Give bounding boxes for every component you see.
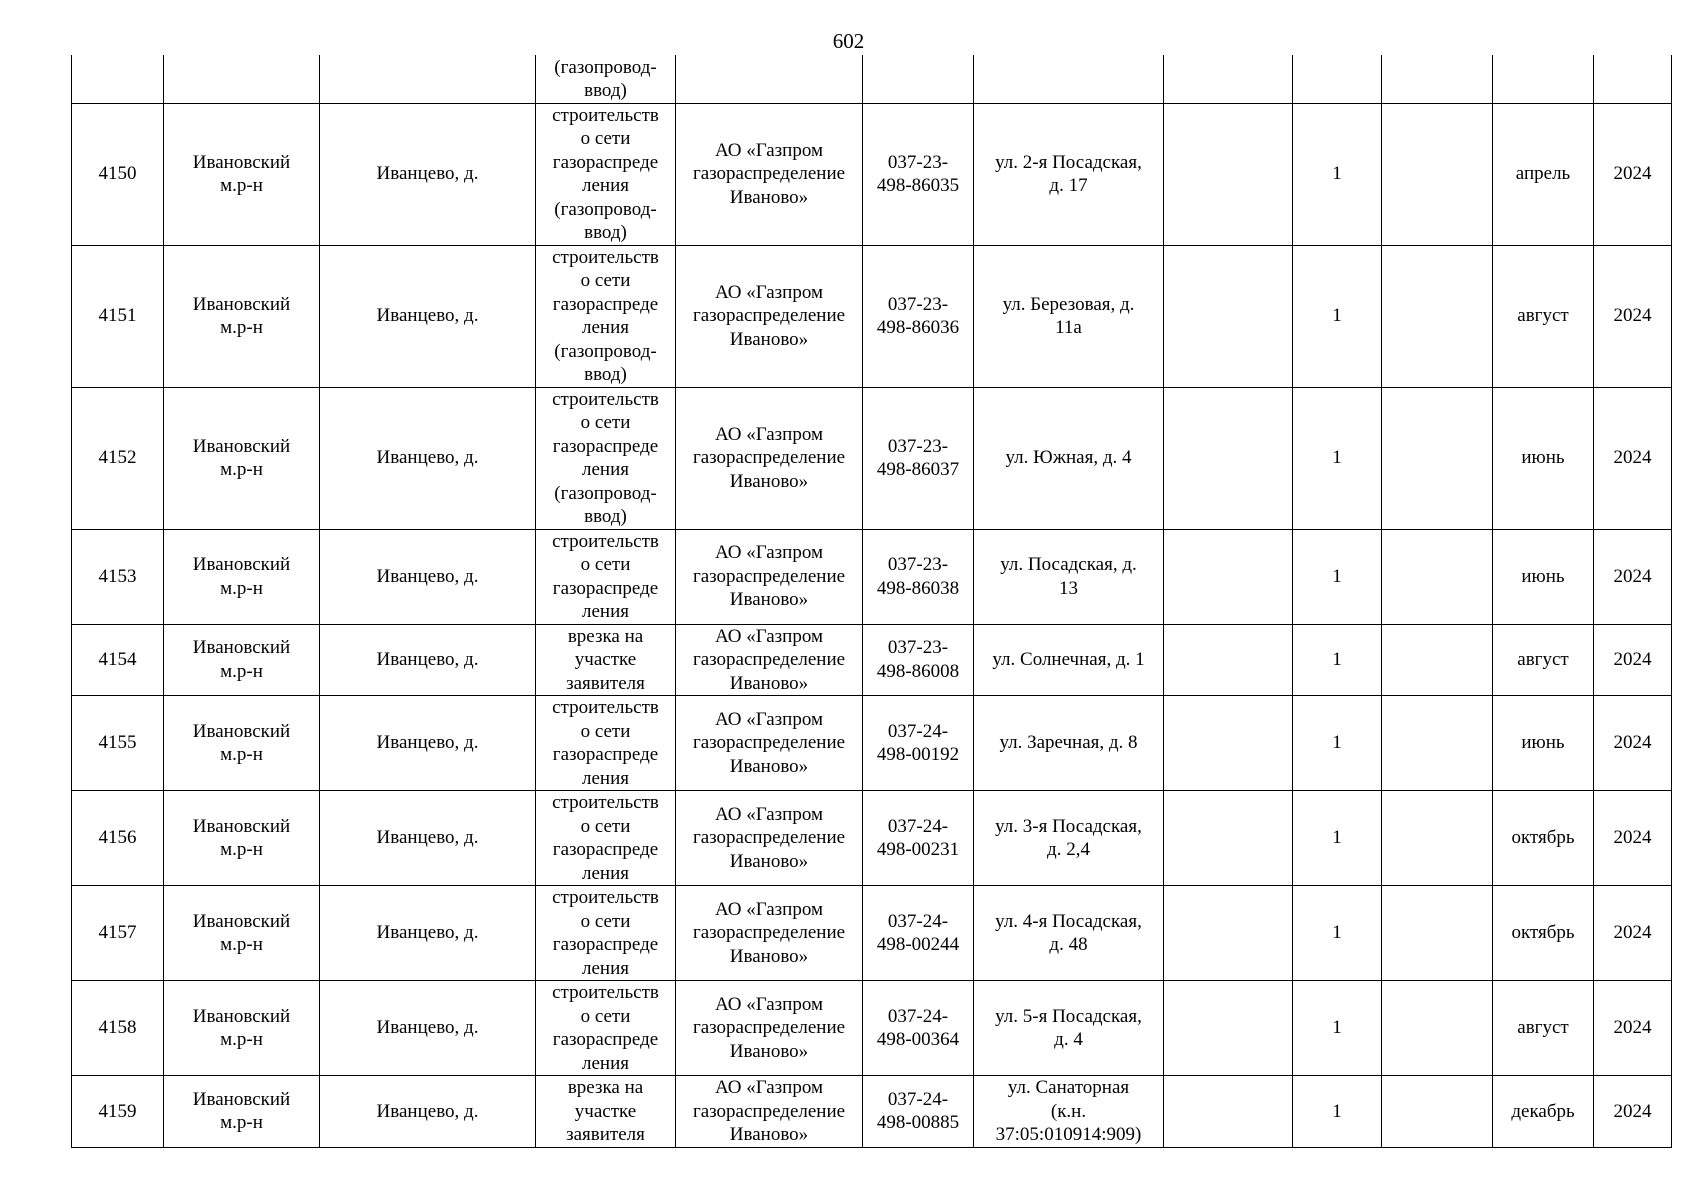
cell-app-number <box>863 387 974 529</box>
cell-locality-text: Иванцево, д. <box>376 1100 479 1122</box>
cell-district <box>164 387 320 529</box>
cell-district-text: Ивановский м.р-н <box>192 554 291 599</box>
cell-district-text: Ивановский м.р-н <box>192 637 291 682</box>
cell-locality <box>320 696 536 791</box>
cell-work-type <box>536 791 676 886</box>
cell-app-number-text: 037-23- 498-86037 <box>876 435 960 480</box>
cell-year-text: 2024 <box>1613 163 1652 185</box>
cell-organization <box>676 245 863 387</box>
cell-year <box>1594 387 1672 529</box>
cell-count-text: 1 <box>1332 565 1342 587</box>
cell-organization-text: АО «Газпром газораспределение Иваново» <box>692 625 846 694</box>
cell-work-type-text: строительств о сети газораспреде ления <box>552 697 659 789</box>
cell-app-number <box>863 981 974 1076</box>
cell-year <box>1594 103 1672 245</box>
cell-work-type <box>536 981 676 1076</box>
cell-num <box>72 103 164 245</box>
cell-district-text: Ивановский м.р-н <box>192 910 291 955</box>
cell-organization-text: АО «Газпром газораспределение Иваново» <box>692 993 846 1062</box>
cell-col10 <box>1382 245 1493 387</box>
cell-col10 <box>1382 791 1493 886</box>
cell-district-text: Ивановский м.р-н <box>192 1005 291 1050</box>
cell-district <box>164 529 320 624</box>
cell-work-type <box>536 245 676 387</box>
cell-col8 <box>1164 529 1293 624</box>
cell-col10 <box>1382 55 1493 103</box>
cell-col10 <box>1382 624 1493 696</box>
register-table <box>71 55 1672 1148</box>
cell-month <box>1493 624 1594 696</box>
table-body <box>72 55 1672 1147</box>
cell-num <box>72 245 164 387</box>
cell-count <box>1293 103 1382 245</box>
continuation-row <box>72 55 1672 103</box>
cell-count <box>1293 529 1382 624</box>
cell-col8 <box>1164 245 1293 387</box>
cell-year-text: 2024 <box>1613 447 1652 469</box>
cell-address <box>974 387 1164 529</box>
cell-app-number <box>863 624 974 696</box>
cell-num-text: 4153 <box>98 565 137 587</box>
cell-count-text: 1 <box>1332 649 1342 670</box>
cell-organization <box>676 55 863 103</box>
cell-col8 <box>1164 387 1293 529</box>
cell-app-number <box>863 696 974 791</box>
cell-locality <box>320 55 536 103</box>
cell-year <box>1594 529 1672 624</box>
cell-locality-text: Иванцево, д. <box>376 447 479 469</box>
cell-organization <box>676 624 863 696</box>
cell-organization-text: АО «Газпром газораспределение Иваново» <box>692 1077 846 1145</box>
table-row <box>72 1076 1672 1148</box>
cell-work-type <box>536 1076 676 1148</box>
cell-work-type <box>536 886 676 981</box>
cell-month-text: апрель <box>1515 163 1571 185</box>
cell-num-text: 4159 <box>98 1100 137 1122</box>
cell-district <box>164 791 320 886</box>
cell-locality-text: Иванцево, д. <box>376 649 479 670</box>
cell-year-text: 2024 <box>1613 649 1652 670</box>
cell-organization <box>676 696 863 791</box>
cell-month-text: октябрь <box>1511 827 1575 849</box>
cell-year-text: 2024 <box>1613 922 1652 944</box>
cell-month-text: август <box>1517 1017 1569 1039</box>
table-row <box>72 387 1672 529</box>
cell-year-text: 2024 <box>1613 1017 1652 1039</box>
cell-locality-text: Иванцево, д. <box>376 565 479 587</box>
cell-col10 <box>1382 529 1493 624</box>
cell-work-type-text: врезка на участке заявителя <box>566 1077 645 1145</box>
cell-work-type-text: строительств о сети газораспреде ления <box>552 792 659 884</box>
cell-organization-text: АО «Газпром газораспределение Иваново» <box>692 803 846 872</box>
cell-year-text: 2024 <box>1613 827 1652 849</box>
cell-num-text: 4155 <box>98 732 137 754</box>
cell-num <box>72 981 164 1076</box>
cell-month-text: июнь <box>1521 565 1565 587</box>
cell-year <box>1594 696 1672 791</box>
cell-address <box>974 624 1164 696</box>
cell-col8 <box>1164 886 1293 981</box>
cell-locality <box>320 245 536 387</box>
cell-year <box>1594 245 1672 387</box>
cell-app-number-text: 037-23- 498-86036 <box>876 293 960 338</box>
cell-work-type-text: строительств о сети газораспреде ления (газопровод- ввод) <box>552 246 659 385</box>
cell-address <box>974 981 1164 1076</box>
cell-organization-text: АО «Газпром газораспределение Иваново» <box>692 542 846 611</box>
cell-col10 <box>1382 387 1493 529</box>
cell-num <box>72 624 164 696</box>
cell-count <box>1293 245 1382 387</box>
cell-work-type <box>536 387 676 529</box>
cell-address <box>974 1076 1164 1148</box>
cell-col8 <box>1164 791 1293 886</box>
cell-address-text: ул. Березовая, д. 11а <box>1002 293 1135 338</box>
table-row <box>72 529 1672 624</box>
cell-district-text: Ивановский м.р-н <box>192 435 291 480</box>
cell-count <box>1293 624 1382 696</box>
cell-work-type-text: врезка на участке заявителя <box>566 625 645 694</box>
cell-month <box>1493 696 1594 791</box>
cell-work-type <box>536 55 676 103</box>
cell-num-text: 4150 <box>98 163 137 185</box>
table-row <box>72 624 1672 696</box>
cell-num-text: 4152 <box>98 447 137 469</box>
cell-address-text: ул. 2-я Посадская, д. 17 <box>995 151 1142 196</box>
cell-address-text: ул. Южная, д. 4 <box>1005 447 1132 469</box>
cell-district <box>164 245 320 387</box>
cell-locality-text: Иванцево, д. <box>376 1017 479 1039</box>
cell-count <box>1293 791 1382 886</box>
cell-organization-text: АО «Газпром газораспределение Иваново» <box>692 423 846 492</box>
cell-locality-text: Иванцево, д. <box>376 922 479 944</box>
cell-month <box>1493 1076 1594 1148</box>
cell-month <box>1493 529 1594 624</box>
cell-month <box>1493 791 1594 886</box>
cell-num <box>72 696 164 791</box>
cell-organization <box>676 103 863 245</box>
cell-year <box>1594 1076 1672 1148</box>
cell-year <box>1594 55 1672 103</box>
cell-count-text: 1 <box>1332 1017 1342 1039</box>
cell-count <box>1293 55 1382 103</box>
cell-work-type-text: строительств о сети газораспреде ления <box>552 982 659 1074</box>
cell-month-text: июнь <box>1521 447 1565 469</box>
cell-address-text: ул. 4-я Посадская, д. 48 <box>995 910 1142 955</box>
cell-organization-text: АО «Газпром газораспределение Иваново» <box>692 139 846 208</box>
cell-district <box>164 1076 320 1148</box>
cell-address <box>974 529 1164 624</box>
cell-organization <box>676 981 863 1076</box>
cell-num <box>72 529 164 624</box>
cell-address-text: ул. Солнечная, д. 1 <box>992 649 1145 670</box>
cell-work-type-text: строительств о сети газораспреде ления <box>552 887 659 979</box>
cell-address-text: ул. Санаторная (к.н. 37:05:010914:909) <box>995 1077 1142 1145</box>
cell-organization <box>676 387 863 529</box>
cell-address <box>974 791 1164 886</box>
cell-count-text: 1 <box>1332 827 1342 849</box>
cell-num-text: 4157 <box>98 922 137 944</box>
cell-num <box>72 55 164 103</box>
table-row <box>72 981 1672 1076</box>
cell-app-number <box>863 103 974 245</box>
cell-organization <box>676 529 863 624</box>
cell-col8 <box>1164 981 1293 1076</box>
cell-year <box>1594 886 1672 981</box>
cell-locality-text: Иванцево, д. <box>376 827 479 849</box>
page-number: 602 <box>832 29 865 53</box>
cell-col10 <box>1382 1076 1493 1148</box>
cell-count <box>1293 886 1382 981</box>
cell-app-number <box>863 886 974 981</box>
cell-organization-text: АО «Газпром газораспределение Иваново» <box>692 898 846 967</box>
cell-year <box>1594 791 1672 886</box>
cell-address <box>974 55 1164 103</box>
cell-district-text: Ивановский м.р-н <box>192 720 291 765</box>
cell-num-text: 4156 <box>98 827 137 849</box>
cell-col8 <box>1164 1076 1293 1148</box>
table-row <box>72 791 1672 886</box>
cell-app-number <box>863 1076 974 1148</box>
cell-month <box>1493 245 1594 387</box>
cell-count-text: 1 <box>1332 305 1342 327</box>
cell-app-number <box>863 791 974 886</box>
cell-district <box>164 103 320 245</box>
cell-locality <box>320 624 536 696</box>
cell-locality <box>320 1076 536 1148</box>
cell-district-text: Ивановский м.р-н <box>192 151 291 196</box>
cell-organization <box>676 791 863 886</box>
cell-locality-text: Иванцево, д. <box>376 732 479 754</box>
cell-work-type-text: строительств о сети газораспреде ления (газопровод- ввод) <box>552 104 659 243</box>
cell-district <box>164 55 320 103</box>
cell-year <box>1594 981 1672 1076</box>
cell-col10 <box>1382 981 1493 1076</box>
cell-address <box>974 696 1164 791</box>
cell-locality <box>320 103 536 245</box>
cell-month-text: август <box>1517 305 1569 327</box>
cell-num <box>72 886 164 981</box>
cell-district-text: Ивановский м.р-н <box>192 1088 291 1134</box>
cell-app-number <box>863 245 974 387</box>
cell-month <box>1493 981 1594 1076</box>
cell-count <box>1293 1076 1382 1148</box>
cell-count-text: 1 <box>1332 447 1342 469</box>
cell-address-text: ул. 3-я Посадская, д. 2,4 <box>995 815 1142 860</box>
cell-year-text: 2024 <box>1613 305 1652 327</box>
cell-work-type <box>536 624 676 696</box>
cell-count-text: 1 <box>1332 732 1342 754</box>
cell-month-text: октябрь <box>1511 922 1575 944</box>
cell-num-text: 4151 <box>98 305 137 327</box>
cell-district-text: Ивановский м.р-н <box>192 815 291 860</box>
cell-district <box>164 981 320 1076</box>
cell-num <box>72 791 164 886</box>
cell-district <box>164 696 320 791</box>
cell-app-number <box>863 55 974 103</box>
cell-organization <box>676 886 863 981</box>
table-row <box>72 103 1672 245</box>
cell-app-number-text: 037-24- 498-00885 <box>876 1088 960 1134</box>
cell-num-text: 4158 <box>98 1017 137 1039</box>
cell-locality <box>320 886 536 981</box>
cell-address-text: ул. Посадская, д. 13 <box>1000 554 1137 599</box>
table-row <box>72 245 1672 387</box>
work-type-text: (газопровод- ввод) <box>554 56 657 101</box>
table-row <box>72 696 1672 791</box>
cell-count <box>1293 981 1382 1076</box>
cell-app-number-text: 037-24- 498-00364 <box>876 1005 960 1050</box>
cell-month-text: июнь <box>1521 732 1565 754</box>
cell-month <box>1493 103 1594 245</box>
cell-district <box>164 624 320 696</box>
cell-col8 <box>1164 55 1293 103</box>
cell-locality <box>320 529 536 624</box>
cell-num <box>72 1076 164 1148</box>
cell-app-number-text: 037-23- 498-86038 <box>876 554 960 599</box>
cell-count <box>1293 696 1382 791</box>
table-row <box>72 886 1672 981</box>
cell-address-text: ул. 5-я Посадская, д. 4 <box>995 1005 1142 1050</box>
cell-col10 <box>1382 886 1493 981</box>
cell-app-number-text: 037-24- 498-00244 <box>876 910 960 955</box>
cell-locality <box>320 981 536 1076</box>
cell-col10 <box>1382 696 1493 791</box>
cell-work-type <box>536 529 676 624</box>
cell-month <box>1493 387 1594 529</box>
cell-organization-text: АО «Газпром газораспределение Иваново» <box>692 708 846 777</box>
cell-address <box>974 886 1164 981</box>
cell-address <box>974 245 1164 387</box>
cell-count <box>1293 387 1382 529</box>
cell-month-text: август <box>1517 649 1569 670</box>
cell-year-text: 2024 <box>1613 565 1652 587</box>
cell-locality-text: Иванцево, д. <box>376 305 479 327</box>
cell-app-number <box>863 529 974 624</box>
cell-num-text: 4154 <box>98 649 137 670</box>
cell-count-text: 1 <box>1332 1100 1342 1122</box>
cell-work-type <box>536 696 676 791</box>
cell-num <box>72 387 164 529</box>
cell-work-type-text: строительств о сети газораспреде ления (газопровод- ввод) <box>552 388 659 527</box>
cell-col10 <box>1382 103 1493 245</box>
cell-year <box>1594 624 1672 696</box>
cell-month-text: декабрь <box>1511 1100 1575 1122</box>
cell-locality-text: Иванцево, д. <box>376 163 479 185</box>
cell-address <box>974 103 1164 245</box>
cell-organization <box>676 1076 863 1148</box>
cell-district <box>164 886 320 981</box>
cell-app-number-text: 037-24- 498-00192 <box>876 720 960 765</box>
cell-count-text: 1 <box>1332 922 1342 944</box>
cell-app-number-text: 037-23- 498-86008 <box>876 637 960 682</box>
cell-col8 <box>1164 103 1293 245</box>
cell-locality <box>320 791 536 886</box>
cell-district-text: Ивановский м.р-н <box>192 293 291 338</box>
cell-year-text: 2024 <box>1613 1100 1652 1122</box>
cell-work-type <box>536 103 676 245</box>
cell-work-type-text: строительств о сети газораспреде ления <box>552 530 659 622</box>
cell-month <box>1493 886 1594 981</box>
cell-col8 <box>1164 696 1293 791</box>
cell-organization-text: АО «Газпром газораспределение Иваново» <box>692 281 846 350</box>
cell-month <box>1493 55 1594 103</box>
cell-col8 <box>1164 624 1293 696</box>
cell-locality <box>320 387 536 529</box>
cell-app-number-text: 037-23- 498-86035 <box>876 151 960 196</box>
cell-app-number-text: 037-24- 498-00231 <box>876 815 960 860</box>
cell-year-text: 2024 <box>1613 732 1652 754</box>
cell-address-text: ул. Заречная, д. 8 <box>999 732 1138 754</box>
cell-count-text: 1 <box>1332 163 1342 185</box>
